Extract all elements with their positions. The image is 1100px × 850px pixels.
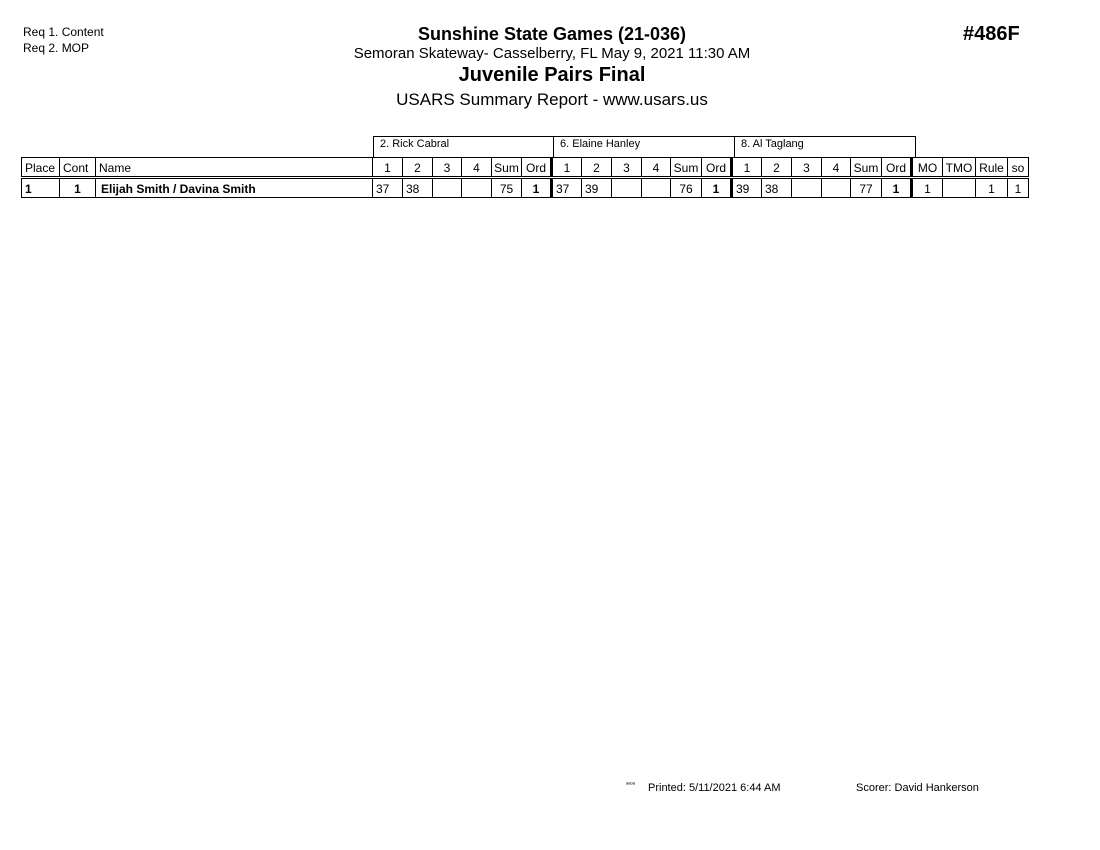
- row-j2-1: 37: [553, 179, 582, 197]
- row-place: 1: [22, 179, 60, 197]
- judge-3-header: [734, 136, 916, 157]
- col-place: Place: [22, 158, 60, 176]
- col-j2-2: 2: [582, 158, 612, 176]
- col-name: Name: [96, 158, 373, 176]
- row-tmo: [943, 179, 976, 197]
- col-j2-1: 1: [553, 158, 582, 176]
- col-j2-3: 3: [612, 158, 642, 176]
- row-j3-1: 39: [733, 179, 762, 197]
- row-j3-3: [792, 179, 822, 197]
- table-header-row: [21, 157, 1029, 177]
- col-rule: Rule: [976, 158, 1008, 176]
- col-j2-sum: Sum: [671, 158, 702, 176]
- row-j3-sum: 77: [851, 179, 882, 197]
- row-name: Elijah Smith / Davina Smith: [96, 179, 373, 197]
- judge-2-name: 6. Elaine Hanley: [560, 138, 641, 150]
- row-j1-2: 38: [403, 179, 433, 197]
- col-j3-4: 4: [822, 158, 851, 176]
- row-j3-2: 38: [762, 179, 792, 197]
- row-j2-ord: 1: [702, 179, 733, 197]
- row-j2-3: [612, 179, 642, 197]
- row-rule: 1: [976, 179, 1008, 197]
- competition-title: Sunshine State Games (21-036): [417, 24, 687, 44]
- col-tmo: TMO: [943, 158, 976, 176]
- row-j1-3: [433, 179, 462, 197]
- col-j3-1: 1: [733, 158, 762, 176]
- col-j2-4: 4: [642, 158, 671, 176]
- col-j1-3: 3: [433, 158, 462, 176]
- col-j3-ord: Ord: [882, 158, 913, 176]
- col-j2-ord: Ord: [702, 158, 733, 176]
- venue-date: Semoran Skateway- Casselberry, FL May 9, 2021 11:30 AM: [353, 45, 751, 62]
- event-number: #486F: [963, 23, 1020, 45]
- row-j1-sum: 75: [492, 179, 522, 197]
- col-j3-sum: Sum: [851, 158, 882, 176]
- judge-3-name: 8. Al Taglang: [741, 138, 804, 150]
- row-j2-4: [642, 179, 671, 197]
- row-so: 1: [1014, 182, 1022, 196]
- judge-1-header: [373, 136, 554, 157]
- scorer-name: Scorer: David Hankerson: [856, 782, 979, 794]
- col-so: so: [1011, 161, 1025, 175]
- judge-2-header: [553, 136, 735, 157]
- footer-mark: ᵃᵃᵒᵃ: [626, 782, 635, 788]
- row-cont: 1: [60, 179, 96, 197]
- col-j1-4: 4: [462, 158, 492, 176]
- requirement-1: Req 1. Content: [23, 25, 104, 39]
- col-mo: MO: [913, 158, 943, 176]
- col-cont: Cont: [60, 158, 96, 176]
- row-mo: 1: [913, 179, 943, 197]
- table-row: [21, 178, 1029, 198]
- row-j3-4: [822, 179, 851, 197]
- col-j1-2: 2: [403, 158, 433, 176]
- row-j3-ord: 1: [882, 179, 913, 197]
- row-j1-1: 37: [373, 179, 403, 197]
- col-j1-ord: Ord: [522, 158, 553, 176]
- judge-1-name: 2. Rick Cabral: [380, 138, 450, 150]
- col-j1-sum: Sum: [492, 158, 522, 176]
- col-j3-2: 2: [762, 158, 792, 176]
- requirement-2: Req 2. MOP: [23, 41, 90, 55]
- printed-timestamp: Printed: 5/11/2021 6:44 AM: [648, 782, 781, 794]
- row-j2-sum: 76: [671, 179, 702, 197]
- row-j1-4: [462, 179, 492, 197]
- col-j3-3: 3: [792, 158, 822, 176]
- row-j2-2: 39: [582, 179, 612, 197]
- row-j1-ord: 1: [522, 179, 553, 197]
- col-j1-1: 1: [373, 158, 403, 176]
- report-name: USARS Summary Report - www.usars.us: [396, 90, 708, 109]
- event-name: Juvenile Pairs Final: [458, 64, 646, 86]
